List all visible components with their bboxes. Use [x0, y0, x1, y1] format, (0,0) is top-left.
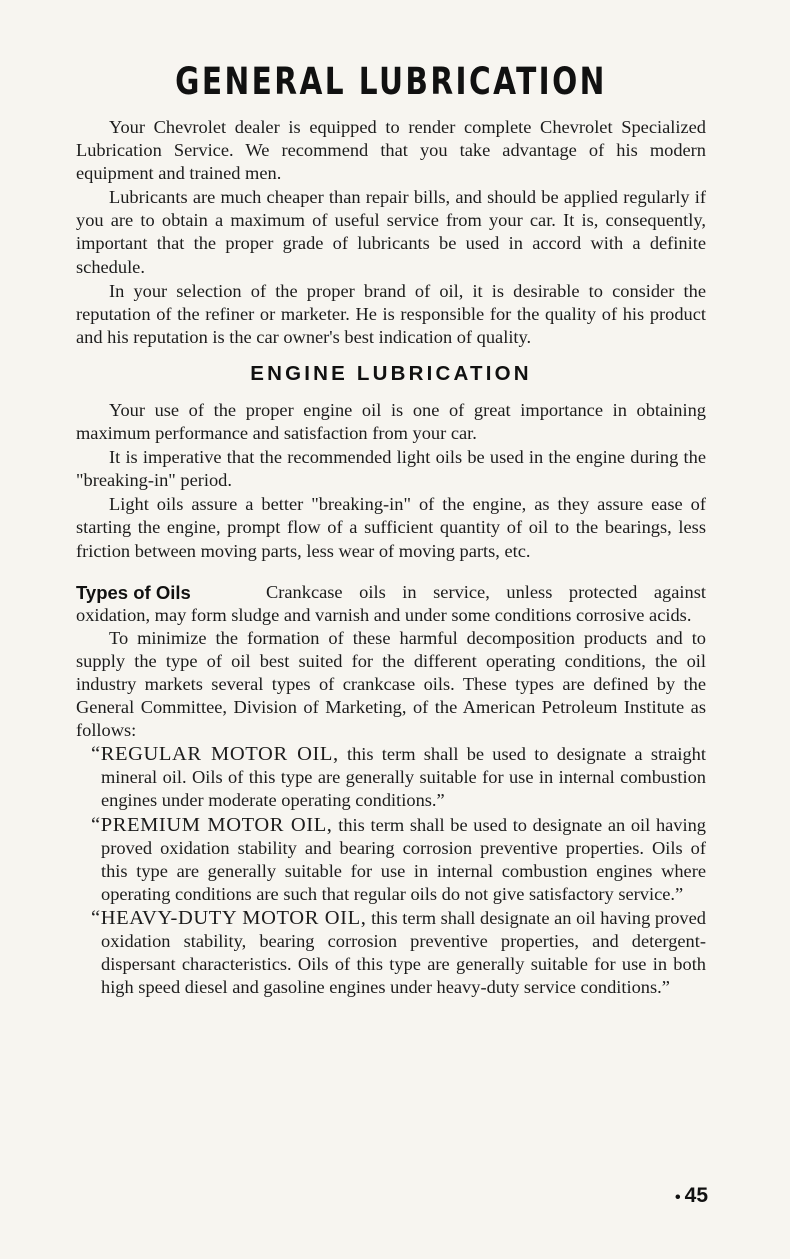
types-of-oils-label: Types of Oils: [76, 581, 191, 603]
engine-paragraph-3: Light oils assure a better "breaking-in" of the engine, as they assure ease of starting the engine, prompt flow of a sufficient quantity of oil to the bearings, less friction between moving parts, less wear of moving parts, etc.: [76, 494, 706, 561]
types-of-oils-text: Crankcase oils in service, unless protected against oxidation, may form sludge and varnish and under some conditions corrosive acids.: [76, 581, 706, 625]
definition-regular-motor-oil: [76, 743, 706, 812]
intro-paragraph-2: Lubricants are much cheaper than repair bills, and should be applied regularly if you are to obtain a maximum of useful service from your car. It is, consequently, important that the proper grade of lubricants be used in accord with a definite schedule.: [76, 187, 706, 277]
engine-paragraph-1: Your use of the proper engine oil is one of great importance in obtaining maximum performance and satisfaction from your car.: [76, 399, 706, 444]
page-number: [675, 1184, 708, 1208]
manual-page: [76, 58, 706, 999]
page-number-value: 45: [684, 1184, 708, 1207]
intro-paragraph-3: In your selection of the proper brand of oil, it is desirable to consider the reputation of the refiner or marketer. He is responsible for the quality of his product and his reputation is the car owner's best indication of quality.: [76, 280, 706, 347]
engine-paragraph-2: It is imperative that the recommended light oils be used in the engine during the "breaking-in" period.: [76, 447, 706, 491]
definition-heavy-duty-motor-oil: [76, 907, 706, 999]
definition-text: this term shall be used to designate a straight mineral oil. Oils of this type are generally suitable for use in internal combustion engines under moderate operating conditions.”: [101, 744, 706, 811]
intro-paragraph-1: Your Chevrolet dealer is equipped to render complete Chevrolet Specialized Lubrication Service. We recommend that you take advantage of his modern equipment and trained men.: [76, 117, 706, 184]
types-of-oils-section: [76, 581, 706, 627]
definition-text: this term shall designate an oil having proved oxidation stability, bearing corrosion preventive properties, and detergent-dispersant characteristics. Oils of this type are generally suitable for use in both high speed diesel and gasoline engines under heavy-duty service conditions.”: [101, 907, 706, 998]
page-number-bullet: •: [675, 1189, 681, 1206]
definition-term: “HEAVY-DUTY MOTOR OIL,: [91, 906, 367, 929]
definition-term: “REGULAR MOTOR OIL,: [91, 743, 339, 766]
definition-text: this term shall be used to designate an oil having proved oxidation stability and bearing corrosion preventive properties. Oils of this type are generally suitable for use in internal combustion engines where operating conditions are such that regular oils do not give satisfactory service.”: [101, 814, 706, 904]
engine-lubrication-heading: ENGINE LUBRICATION: [250, 361, 532, 385]
types-paragraph: To minimize the formation of these harmful decomposition products and to supply the type of oil best suited for the different operating conditions, the oil industry markets several types of crankcase oils. These types are defined by the General Committee, Division of Marketing, of the American Petroleum Institute as follows:: [76, 627, 706, 741]
definition-term: “PREMIUM MOTOR OIL,: [91, 813, 333, 836]
definition-premium-motor-oil: [76, 814, 706, 906]
page-title: GENERAL LUBRICATION: [175, 60, 607, 103]
